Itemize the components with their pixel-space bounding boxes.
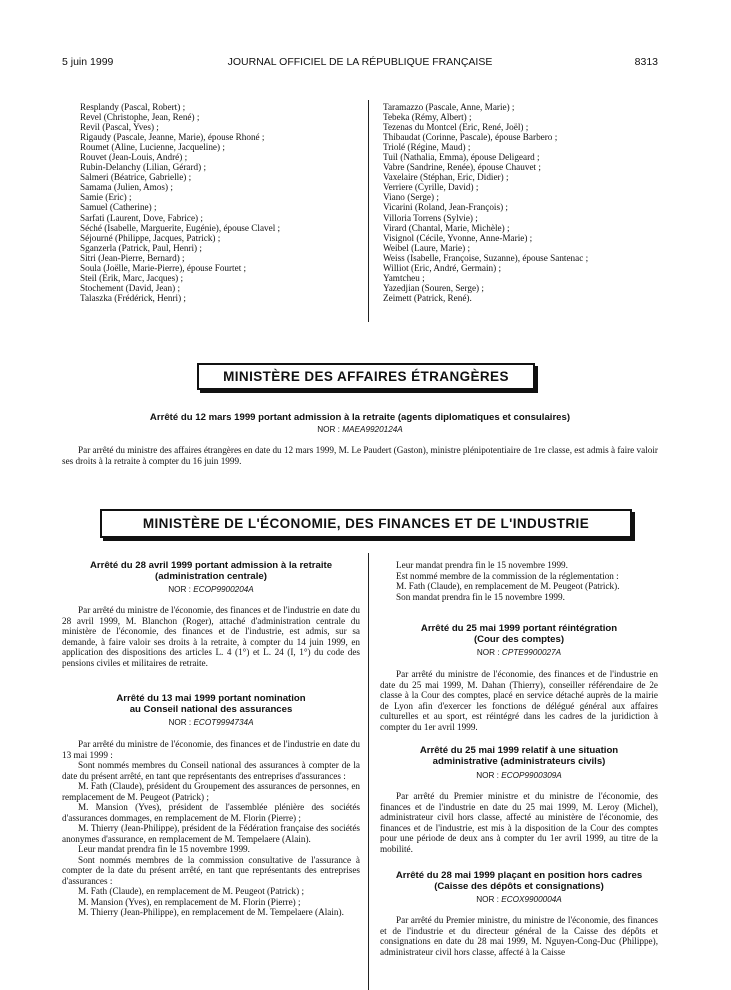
paragraph: Sont nommés membres du Conseil national des assurances à compter de la date du présent arrêté, en tant que représentants des entreprises d'assurances : — [62, 760, 360, 781]
name-entry: Williot (Eric, André, Germain) ; — [383, 262, 502, 273]
arrete-text — [62, 739, 360, 918]
name-entry: Weibel (Laure, Marie) ; — [383, 242, 471, 253]
column-divider-bottom — [368, 553, 369, 990]
nor-label: NOR : — [476, 648, 500, 657]
nor-reference — [380, 895, 658, 905]
name-entry: Samama (Julien, Amos) ; — [80, 182, 173, 193]
name-entry: Sitri (Jean-Pierre, Bernard) ; — [80, 252, 185, 263]
nor-code: MAEA9920124A — [342, 425, 403, 434]
arrete-paragraph: Par arrêté du ministre des affaires étrangères en date du 12 mars 1999, M. Le Paudert (Gaston), ministre plénipotentiaire de 1re classe, est admis à faire valoir ses droits à la retraite à compter du 16 juin 1999. — [62, 445, 658, 466]
name-entry: Séché (Isabelle, Marguerite, Eugénie), épouse Clavel ; — [80, 222, 281, 233]
name-entry: Tebeka (Rémy, Albert) ; — [383, 112, 472, 123]
nor-label: NOR : — [476, 895, 499, 904]
name-entry: Steil (Erik, Marc, Jacques) ; — [80, 272, 184, 283]
name-entry: Samie (Eric) ; — [80, 192, 132, 203]
header-date: 5 juin 1999 — [62, 56, 114, 68]
name-entry: Rouvet (Jean-Louis, André) ; — [80, 152, 188, 163]
nor-label: NOR : — [168, 585, 191, 594]
name-entry: Thibaudat (Corinne, Pascale), épouse Barbero ; — [383, 132, 558, 143]
paragraph: Leur mandat prendra fin le 15 novembre 1999. — [78, 844, 250, 854]
paragraph: Son mandat prendra fin le 15 novembre 1999. — [396, 591, 565, 602]
continued-text — [380, 560, 658, 602]
arrete-title-situation — [380, 746, 658, 767]
name-entry: Virard (Chantal, Marie, Michèle) ; — [383, 222, 510, 233]
name-entry: Revel (Christophe, Jean, René) ; — [80, 112, 200, 123]
paragraph: Par arrêté du ministre de l'économie, des finances et de l'industrie en date du 25 mai 1999, M. Dahan (Thierry), conseiller référendaire de 2e classe à la Cour des comptes, placé en service détaché auprès de la mairie de Lyon afin d'exercer les fonctions de délégué général aux affaires culturelles et au sport, est réintégré dans les cadres de la juridiction à compter du 1er avril 1999. — [380, 669, 658, 732]
arrete-title: Arrêté du 12 mars 1999 portant admission à la retraite (agents diplomatiques et consulaires) — [149, 412, 571, 423]
name-entry: Talaszka (Frédérick, Henri) ; — [80, 292, 186, 303]
paragraph: Par arrêté du Premier ministre, du ministre de l'économie, des finances et de l'industrie et du directeur général de la Caisse des dépôts et consignations en date du 28 mai 1999, M. Nguyen-Cong-Duc (Philippe), administrateur civil hors classe, affecté à la Caisse — [380, 915, 658, 957]
paragraph: M. Thierry (Jean-Philippe), président de la Fédération française des sociétés anonymes d'assurance, en remplacement de M. Tempelaere (Alain). — [62, 823, 360, 844]
ministry-heading-foreign-affairs: MINISTÈRE DES AFFAIRES ÉTRANGÈRES — [197, 363, 535, 390]
journal-title: JOURNAL OFFICIEL DE LA RÉPUBLIQUE FRANÇAISE — [227, 56, 493, 68]
arrete-title-retraite — [62, 561, 360, 582]
arrete-text — [62, 445, 658, 466]
name-entry: Revil (Pascal, Yves) ; — [80, 122, 159, 133]
title-line: Arrêté du 25 mai 1999 relatif à une situation — [419, 745, 619, 756]
paragraph: M. Fath (Claude), en remplacement de M. Peugeot (Patrick) ; — [78, 886, 305, 896]
ministry-heading-economy: MINISTÈRE DE L'ÉCONOMIE, DES FINANCES ET DE L'INDUSTRIE — [100, 509, 632, 538]
paragraph: M. Fath (Claude), président du Groupement des assurances de personnes, en remplacement de M. Peugeot (Patrick) ; — [62, 781, 360, 802]
title-line: Arrêté du 13 mai 1999 portant nomination — [116, 693, 306, 704]
arrete-title-nomination — [62, 694, 360, 715]
name-entry: Samuel (Catherine) ; — [80, 202, 157, 213]
nor-reference — [62, 718, 360, 728]
paragraph: M. Mansion (Yves), président de l'assemblée plénière des sociétés d'assurances dommages, en remplacement de M. Florin (Pierre) ; — [62, 802, 360, 823]
name-entry: Viano (Serge) ; — [383, 192, 439, 203]
name-entry: Vaxelaire (Stéphan, Eric, Didier) ; — [383, 172, 509, 183]
nor-reference — [380, 771, 658, 781]
title-line: (Caisse des dépôts et consignations) — [434, 880, 604, 892]
paragraph: Par arrêté du ministre de l'économie, des finances et de l'industrie en date du 28 avril 1999, M. Blanchon (Roger), attaché d'administration centrale du ministère de l'économie, des finances et de l'industrie, est admis, sur sa demande, à faire valoir ses droits à la retraite, à compter du 14 juin 1999, en application des dispositions des articles L. 4 (1°) et L. 24 (I, 1°) du code des pensions civiles et militaires de retraite. — [62, 605, 360, 668]
name-entry: Vicarini (Roland, Jean-François) ; — [383, 202, 508, 213]
name-entry: Rigaudy (Pascale, Jeanne, Marie), épouse Rhoné ; — [80, 132, 265, 143]
name-entry: Soula (Joëlle, Marie-Pierre), épouse Fourtet ; — [80, 262, 247, 273]
nor-code: ECOT9994734A — [193, 718, 254, 727]
nor-code: ECOP9900309A — [501, 771, 562, 780]
name-entry: Taramazzo (Pascale, Anne, Marie) ; — [383, 102, 515, 112]
name-entry: Resplandy (Pascal, Robert) ; — [80, 102, 186, 112]
title-line: Arrêté du 25 mai 1999 portant réintégration — [420, 623, 618, 634]
paragraph: Sont nommés membres de la commission consultative de l'assurance à compter de la date du présent arrêté, en tant que représentants des entreprises d'assurances : — [62, 854, 360, 886]
nor-label: NOR : — [476, 771, 499, 780]
arrete-title-reintegration — [380, 624, 658, 645]
paragraph: Leur mandat prendra fin le 15 novembre 1999. — [396, 560, 568, 570]
paragraph: Est nommé membre de la commission de la réglementation : — [396, 570, 619, 581]
name-entry: Triolé (Régine, Maud) ; — [383, 142, 471, 153]
title-line: administrative (administrateurs civils) — [432, 755, 606, 767]
arrete-text — [380, 669, 658, 732]
paragraph: M. Thierry (Jean-Philippe), en remplacement de M. Tempelaere (Alain). — [78, 907, 344, 917]
title-line: (administration centrale) — [155, 570, 267, 582]
arrete-text — [380, 791, 658, 854]
arrete-text — [380, 915, 658, 957]
arrete-title-hors-cadres — [380, 871, 658, 892]
name-entry: Sganzerla (Patrick, Paul, Henri) ; — [80, 242, 202, 253]
title-line: Arrêté du 28 avril 1999 portant admission à la retraite — [89, 560, 333, 571]
nor-code: CPTE9900027A — [501, 648, 562, 657]
name-entry: Weiss (Isabelle, Françoise, Suzanne), épouse Santenac ; — [383, 252, 589, 263]
page-header — [62, 56, 658, 70]
name-entry: Vabre (Sandrine, Renée), épouse Chauvet ; — [383, 162, 541, 173]
paragraph: Par arrêté du Premier ministre et du ministre de l'économie, des finances et de l'industrie en date du 25 mai 1999, M. Leroy (Michel), administrateur civil hors classe, affecté au ministère de l'économie, des finances et de l'industrie, est mis à la disposition de la Cour des comptes pour une période de deux ans à compter du 1er avril 1999, au titre de la mobilité. — [380, 791, 658, 854]
name-entry: Visignol (Cécile, Yvonne, Anne-Marie) ; — [383, 232, 533, 243]
name-entry: Tezenas du Montcel (Eric, René, Joël) ; — [383, 122, 529, 133]
nor-label: NOR : — [317, 425, 340, 434]
name-entry: Stochement (David, Jean) ; — [80, 282, 181, 293]
name-entry: Tuil (Nathalia, Emma), épouse Deligeard ; — [383, 152, 540, 163]
column-divider-top — [368, 100, 369, 322]
name-entry: Séjourné (Philippe, Jacques, Patrick) ; — [80, 232, 221, 243]
name-entry: Sarfati (Laurent, Dove, Fabrice) ; — [80, 212, 203, 223]
name-entry: Zeimett (Patrick, René). — [383, 292, 472, 303]
name-entry: Yamtcheu ; — [383, 272, 425, 283]
nor-reference — [62, 585, 360, 595]
nor-reference — [62, 425, 658, 435]
name-entry: Villoria Torrens (Sylvie) ; — [383, 212, 478, 223]
name-entry: Verriere (Cyrille, David) ; — [383, 182, 479, 193]
name-entry: Rubin-Delanchy (Lilian, Gérard) ; — [80, 162, 207, 173]
title-line: au Conseil national des assurances — [129, 703, 293, 715]
paragraph: Par arrêté du ministre de l'économie, des finances et de l'industrie en date du 13 mai 1999 : — [62, 739, 360, 760]
title-line: (Cour des comptes) — [473, 633, 565, 645]
nor-code: ECOX9900004A — [501, 895, 562, 904]
page-number: 8313 — [634, 56, 658, 68]
paragraph: M. Fath (Claude), en remplacement de M. Peugeot (Patrick). — [396, 581, 620, 591]
nor-reference — [380, 648, 658, 658]
name-entry: Yazedjian (Souren, Serge) ; — [383, 282, 484, 293]
name-entry: Salmeri (Béatrice, Gabrielle) ; — [80, 172, 192, 183]
arrete-text — [62, 605, 360, 668]
nor-label: NOR : — [168, 718, 192, 727]
names-list-left — [80, 102, 280, 303]
title-line: Arrêté du 28 mai 1999 plaçant en position hors cadres — [395, 870, 643, 881]
name-entry: Roumet (Aline, Lucienne, Jacqueline) ; — [80, 142, 225, 153]
nor-code: ECOP9900204A — [193, 585, 254, 594]
names-list-right — [383, 102, 588, 303]
paragraph: M. Mansion (Yves), en remplacement de M. Florin (Pierre) ; — [78, 896, 301, 907]
